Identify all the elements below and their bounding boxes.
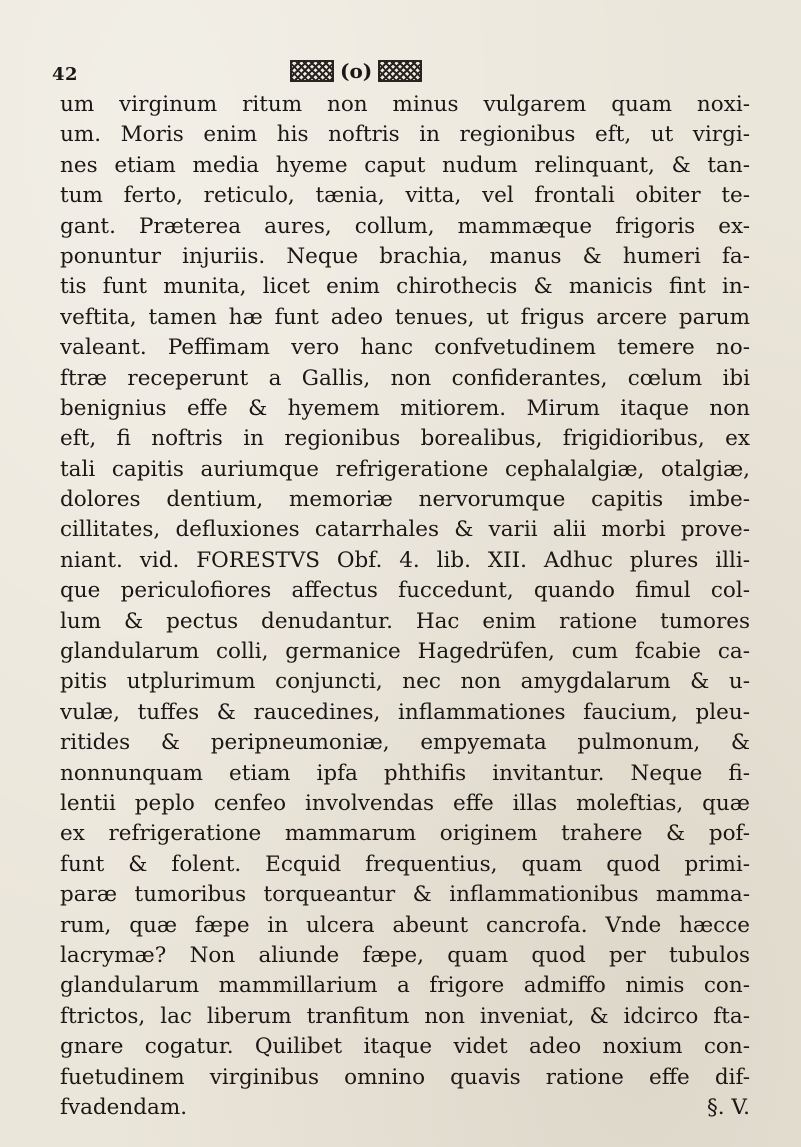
text-line: um virginum ritum non minus vulgarem quam noxi- (60, 92, 750, 117)
text-line: niant. vid. FORESTVS Obf. 4. lib. XII. Adhuc plures illi- (60, 547, 750, 573)
body-text (60, 90, 750, 1127)
text-line: gnare cogatur. Quilibet itaque videt adeo noxium con- (60, 1034, 750, 1060)
text-line: cillitates, defluxiones catarrhales & varii alii morbi prove- (60, 517, 750, 543)
text-line: nonnunquam etiam ipfa phthifis invitantur. Neque fi- (60, 760, 750, 786)
page-header (0, 58, 801, 92)
text-line: rum, quæ fæpe in ulcera abeunt cancrofa. Vnde hæcce (60, 912, 750, 938)
ornament-left-icon (290, 60, 334, 82)
text-line: tali capitis auriumque refrigeratione cephalalgiæ, otalgiæ, (60, 456, 750, 482)
text-line: ponuntur injuriis. Neque brachia, manus & humeri fa- (60, 243, 750, 269)
text-line: lentii peplo cenfeo involvendas effe illas moleftias, quæ (60, 790, 750, 816)
header-ornament (290, 60, 422, 82)
text-line: benignius effe & hyemem mitiorem. Mirum itaque non (60, 395, 750, 421)
page-number: 42 (52, 64, 79, 85)
catchword: §. V. (706, 1094, 750, 1120)
text-line: eft, fi noftris in regionibus borealibus, frigidioribus, ex (60, 426, 750, 452)
text-line: dolores dentium, memoriæ nervorumque capitis imbe- (60, 487, 750, 513)
text-line: ftræ receperunt a Gallis, non confiderantes, cœlum ibi (60, 365, 750, 391)
text-line: veftita, tamen hæ funt adeo tenues, ut frigus arcere parum (60, 304, 750, 330)
text-line-final: fvadendam. (60, 1094, 188, 1120)
ornament-mark: (o) (340, 59, 373, 83)
text-line: nes etiam media hyeme caput nudum relinquant, & tan- (60, 152, 750, 178)
text-line: valeant. Peffimam vero hanc confvetudinem temere no- (60, 335, 750, 361)
text-line: vulæ, tuffes & raucedines, inflammationes faucium, pleu- (60, 699, 750, 725)
text-line: paræ tumoribus torqueantur & inflammationibus mamma- (60, 882, 750, 908)
text-line: ex refrigeratione mammarum originem trahere & pof- (60, 821, 750, 847)
text-line: fuetudinem virginibus omnino quavis ratione effe dif- (60, 1064, 750, 1090)
text-line: lacrymæ? Non aliunde fæpe, quam quod per tubulos (60, 942, 750, 968)
text-line: tum ferto, reticulo, tænia, vitta, vel frontali obiter te- (60, 183, 750, 209)
text-line: que periculofiores affectus fuccedunt, quando fimul col- (60, 578, 750, 604)
text-line: ftrictos, lac liberum tranfitum non inveniat, & idcirco fta- (60, 1003, 750, 1029)
text-line: gant. Præterea aures, collum, mammæque frigoris ex- (60, 213, 750, 239)
text-line: glandularum mammillarium a frigore admiffo nimis con- (60, 973, 750, 999)
ornament-right-icon (378, 60, 422, 82)
text-line: pitis utplurimum conjuncti, nec non amygdalarum & u- (60, 669, 750, 695)
text-line: funt & folent. Ecquid frequentius, quam quod primi- (60, 851, 750, 877)
text-line: um. Moris enim his noftris in regionibus eft, ut virgi- (60, 122, 750, 148)
text-line: lum & pectus denudantur. Hac enim ratione tumores (60, 608, 750, 634)
text-line: glandularum colli, germanice Hagedrüfen, cum fcabie ca- (60, 639, 750, 665)
text-line: tis funt munita, licet enim chirothecis & manicis fint in- (60, 274, 750, 300)
text-line: ritides & peripneumoniæ, empyemata pulmonum, & (60, 730, 750, 756)
